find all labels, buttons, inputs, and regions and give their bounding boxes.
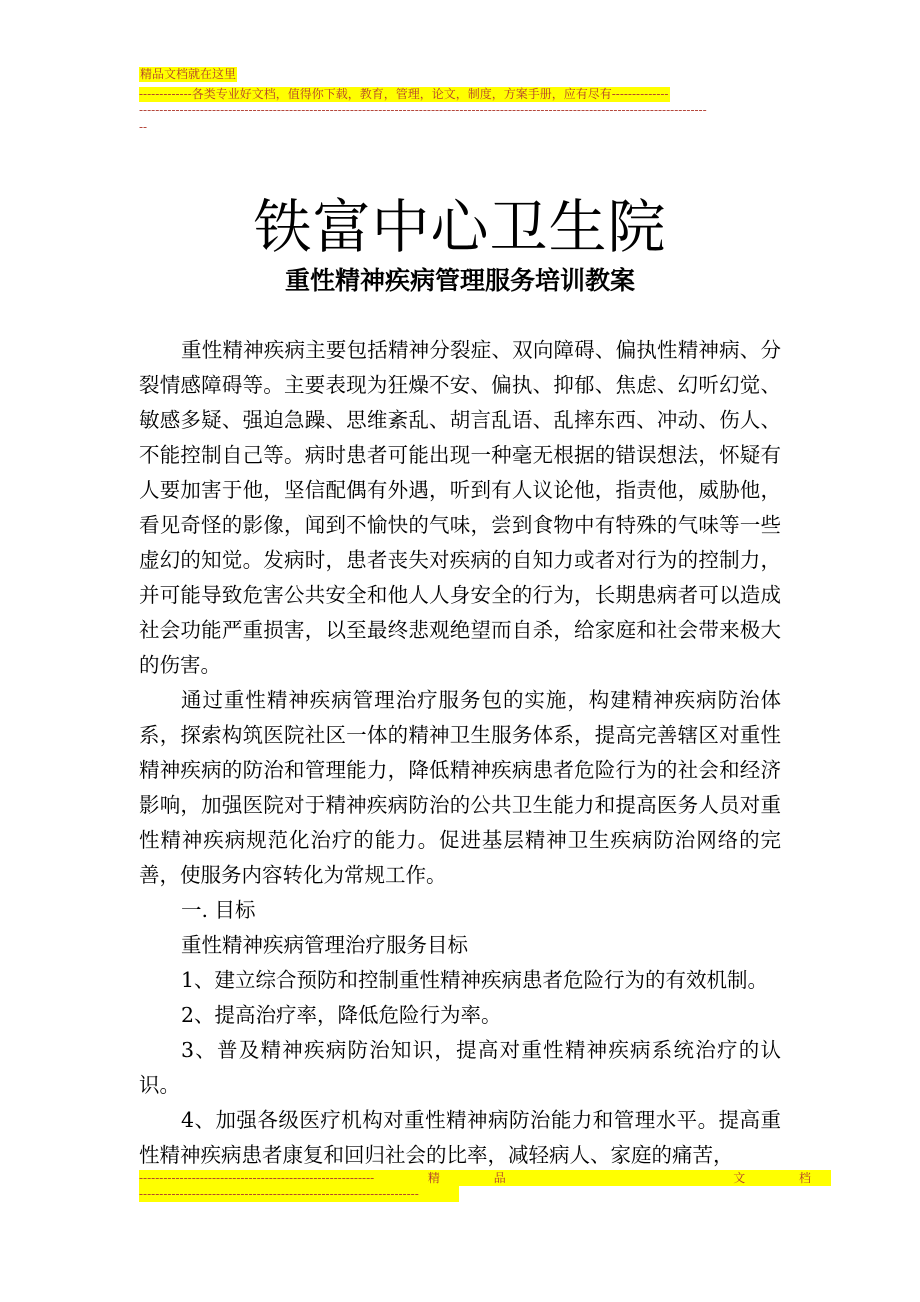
footer-word-3: 文 <box>733 1171 746 1185</box>
footer-word-4: 档 <box>798 1171 811 1185</box>
goal-item-4: 4、加强各级医疗机构对重性精神病防治能力和管理水平。提高重性精神疾病患者康复和回归社会的比率，减轻病人、家庭的痛苦， <box>139 1108 781 1167</box>
header-dash-tail: -- <box>139 120 148 134</box>
footer-banner-line-1 <box>139 1170 831 1186</box>
header-banner-line-2: -------------各类专业好文档，值得你下载，教育，管理，论文，制度，方案手册，应有尽有-------------- <box>139 87 669 101</box>
footer-word-1: 精 <box>427 1171 440 1185</box>
footer-dashes: ---------------------------------------------------------- <box>139 1171 375 1185</box>
paragraph-intro: 重性精神疾病主要包括精神分裂症、双向障碍、偏执性精神病、分裂情感障碍等。主要表现为狂燥不安、偏执、抑郁、焦虑、幻听幻觉、敏感多疑、强迫急躁、思维紊乱、胡言乱语、乱摔东西、冲动、伤人、不能控制自己等。病时患者可能出现一种毫无根据的错误想法，怀疑有人要加害于他，坚信配偶有外遇，听到有人议论他，指责他，威胁他，看见奇怪的影像，闻到不愉快的气味，尝到食物中有特殊的气味等一些虚幻的知觉。发病时，患者丧失对疾病的自知力或者对行为的控制力，并可能导致危害公共安全和他人人身安全的行为，长期患病者可以造成社会功能严重损害，以至最终悲观绝望而自杀，给家庭和社会带来极大的伤害。 <box>139 338 781 677</box>
document-body <box>139 333 781 1173</box>
header-banner-line-1: 精品文档就在这里 <box>140 67 237 81</box>
document-title: 铁富中心卫生院 <box>253 193 667 261</box>
goal-item-1: 1、建立综合预防和控制重性精神疾病患者危险行为的有效机制。 <box>181 968 769 992</box>
paragraph-purpose: 通过重性精神疾病管理治疗服务包的实施，构建精神疾病防治体系，探索构筑医院社区一体的精神卫生服务体系，提高完善辖区对重性精神疾病的防治和管理能力，降低精神疾病患者危险行为的社会和经济影响，加强医院对于精神疾病防治的公共卫生能力和提高医务人员对重性精神疾病规范化治疗的能力。促进基层精神卫生疾病防治网络的完善，使服务内容转化为常规工作。 <box>139 688 781 887</box>
header-dash-line: -------------------------------------------------------------------------------------------------------------------------------------------- <box>139 103 707 117</box>
footer-banner <box>139 1170 831 1202</box>
goal-item-3: 3、普及精神疾病防治知识，提高对重性精神疾病系统治疗的认识。 <box>139 1038 781 1097</box>
document-subtitle: 重性精神疾病管理服务培训教案 <box>284 266 635 295</box>
footer-word-2: 品 <box>493 1171 506 1185</box>
section-heading-goals: 一. 目标 <box>181 898 256 922</box>
footer-banner-line-2: --------------------------------------------------------------------- <box>139 1186 459 1202</box>
goal-item-2: 2、提高治疗率，降低危险行为率。 <box>181 1003 502 1027</box>
goals-subheading: 重性精神疾病管理治疗服务目标 <box>181 933 468 957</box>
